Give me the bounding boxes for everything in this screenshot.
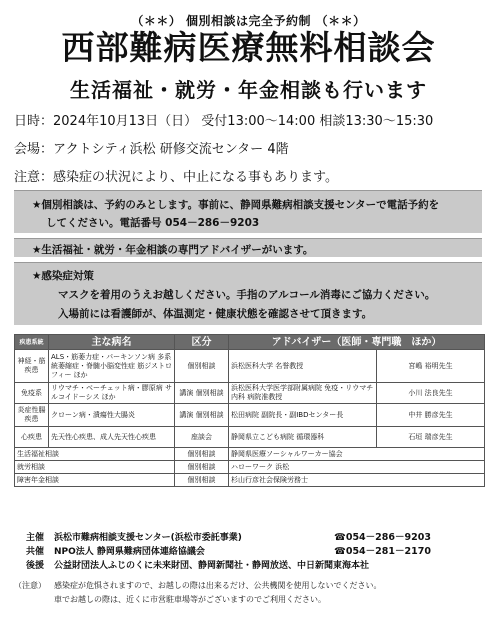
cell-affiliation: 杉山行彦社会保険労務士 — [229, 474, 485, 487]
col-header-type: 区分 — [175, 335, 229, 350]
pre-title: （＊＊） 個別相談は完全予約制 （＊＊） — [131, 14, 366, 28]
host-label: 主催 — [26, 533, 45, 543]
co-host-label: 共催 — [26, 547, 45, 557]
cell-affiliation: 静岡県医療ソーシャルワーカー協会 — [229, 448, 485, 461]
cell-advisor-name: 宮嶋 裕明先生 — [377, 350, 485, 383]
co-host-phone: ☎054－281－2170 — [334, 546, 431, 557]
cell-type: 講演 個別相談 — [175, 404, 229, 427]
page-subtitle: 生活福祉・就労・年金相談も行います — [70, 78, 427, 102]
support-name: 公益財団法人ふじのくに未来財団、静岡新聞社・静岡放送、中日新聞東海本社 — [54, 561, 370, 571]
table-header-row — [15, 335, 485, 350]
event-notice: 注意：感染症の状況により、中止になる事もあります。 — [14, 170, 338, 185]
cell-type: 個別相談 — [175, 474, 229, 487]
cell-advisor-name: 小川 法良先生 — [377, 383, 485, 404]
cell-advisor-name: 中井 勝彦先生 — [377, 404, 485, 427]
cell-category: 免疫系 — [15, 383, 49, 404]
cell-category: 炎症性腸疾患 — [15, 404, 49, 427]
cell-category: 神経・筋疾患 — [15, 350, 49, 383]
infection-line-2: 入場前には看護師が、体温測定・健康状態を確認させて頂きます。 — [58, 308, 373, 320]
cell-affiliation: ハローワーク 浜松 — [229, 461, 485, 474]
page-title: 西部難病医療無料相談会 — [61, 28, 436, 67]
cell-type: 個別相談 — [175, 448, 229, 461]
advisor-line: ★生活福祉・就労・年金相談の専門アドバイザーがいます。 — [32, 244, 314, 256]
advisor-box — [14, 238, 482, 257]
support-label: 後援 — [26, 561, 45, 571]
reservation-line-2: してください。電話番号 054－286－9203 — [46, 217, 260, 229]
col-header-advisor: アドバイザー（医師・専門職 ほか） — [229, 335, 485, 350]
cell-disease: クローン病・潰瘍性大腸炎 — [49, 404, 175, 427]
cell-category: 生活福祉相談 — [15, 448, 175, 461]
co-host-line — [26, 544, 205, 557]
cell-disease: 先天性心疾患、成人先天性心疾患 — [49, 427, 175, 448]
cell-affiliation: 松田病院 副院長・副IBDセンター長 — [229, 404, 377, 427]
cell-category: 心疾患 — [15, 427, 49, 448]
reservation-box — [14, 190, 482, 233]
col-header-disease: 主な病名 — [49, 335, 175, 350]
reservation-line-1: ★個別相談は、予約のみとします。事前に、静岡県難病相談支援センターで電話予約を — [32, 199, 440, 211]
event-venue: 会場：アクトシティ浜松 研修交流センター 4階 — [14, 142, 289, 157]
table-row — [15, 350, 485, 383]
cell-affiliation: 静岡県立こども病院 循環器科 — [229, 427, 377, 448]
cell-affiliation: 浜松医科大学 名誉教授 — [229, 350, 377, 383]
cell-type: 講演 個別相談 — [175, 383, 229, 404]
host-name: 浜松市難病相談支援センター(浜松市委託事業) — [54, 533, 242, 543]
consultation-table — [14, 334, 485, 487]
table-row — [15, 404, 485, 427]
cell-advisor-name: 石垣 瑞彦先生 — [377, 427, 485, 448]
co-host-name: NPO法人 静岡県難病団体連絡協議会 — [54, 547, 205, 557]
table-row — [15, 427, 485, 448]
host-line — [26, 530, 242, 543]
cell-disease: ALS・筋萎力症・パーキンソン病 多系統萎縮症・脊髄小脳変性症 筋ジストロフィー ほか — [49, 350, 175, 383]
cell-type: 個別相談 — [175, 461, 229, 474]
footer-label: （注意） — [14, 581, 46, 590]
table-row — [15, 383, 485, 404]
cell-type: 座談会 — [175, 427, 229, 448]
footer-line-2: 車でお越しの際は、近くに市営駐車場等がございますのでご利用ください。 — [54, 595, 326, 604]
support-line — [26, 558, 369, 571]
table-row — [15, 461, 485, 474]
table-row — [15, 474, 485, 487]
cell-category: 障害年金相談 — [15, 474, 175, 487]
cell-affiliation: 浜松医科大学医学部附属病院 免疫・リウマチ内科 病院准教授 — [229, 383, 377, 404]
col-header-category: 疾患系統 — [15, 335, 49, 350]
cell-disease: リウマチ・ベーチェット病・膠原病 サルコイドーシス ほか — [49, 383, 175, 404]
event-date: 日時：2024年10月13日（日） 受付13:00～14:00 相談13:30～15:30 — [14, 114, 434, 129]
host-phone: ☎054－286－9203 — [334, 532, 431, 543]
table-row — [15, 448, 485, 461]
infection-heading: ★感染症対策 — [32, 270, 94, 282]
cell-type: 個別相談 — [175, 350, 229, 383]
infection-box — [14, 262, 482, 325]
footer-line-1: 感染症が危惧されますので、お越しの際は出来るだけ、公共機関を使用しないでください。 — [54, 581, 382, 590]
infection-line-1: マスクを着用のうえお越しください。手指のアルコール消毒にご協力ください。 — [58, 289, 436, 301]
cell-category: 就労相談 — [15, 461, 175, 474]
